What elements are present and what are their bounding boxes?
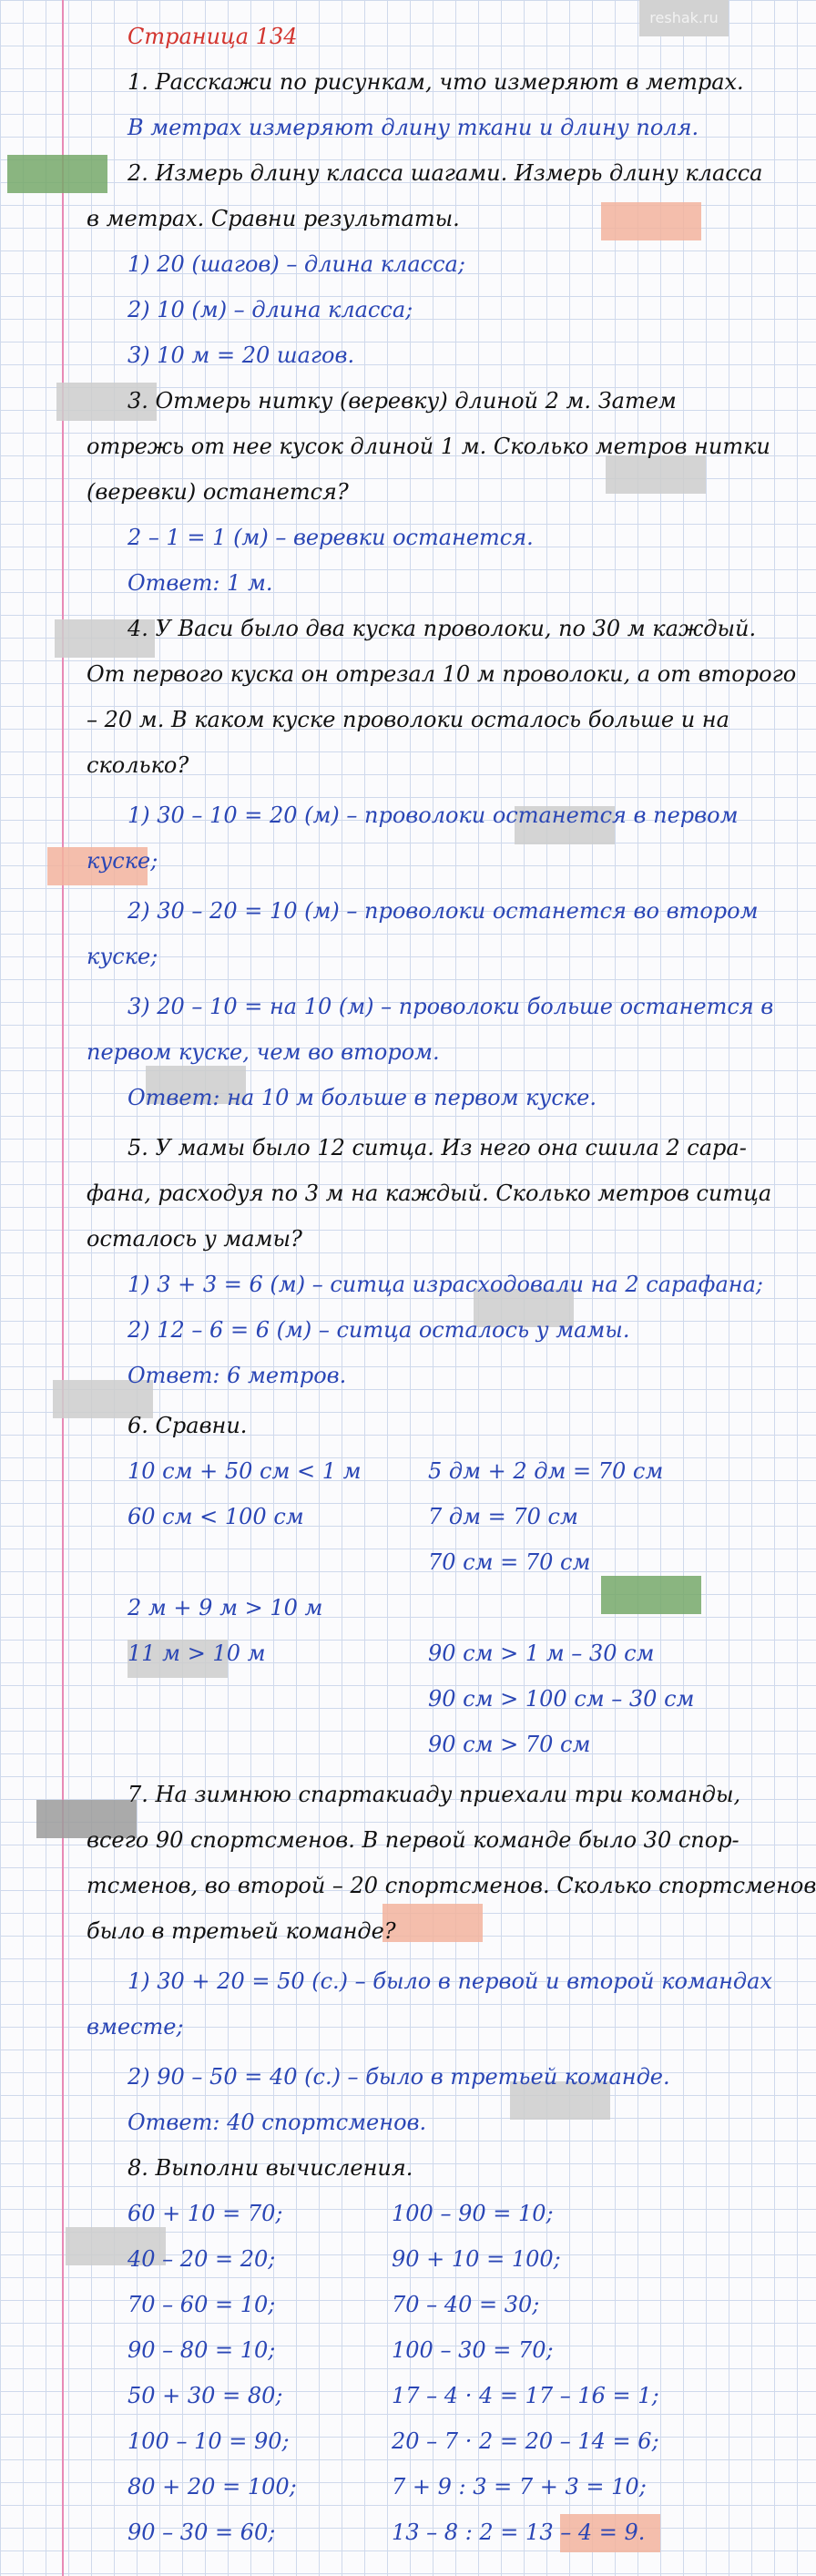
answer-text-line: 90 см > 70 см [428, 1732, 591, 1757]
watermark: reshak.ru [639, 0, 729, 36]
answer-text-line: 90 см > 1 м – 30 см [428, 1641, 655, 1666]
task-text-line: всего 90 спортсменов. В первой команде было 30 спор- [87, 1827, 740, 1853]
task-text-line: От первого куска он отрезал 10 м проволоки, а от второго [87, 661, 797, 687]
task-text-line: 1. Расскажи по рисункам, что измеряют в метрах. [128, 69, 744, 95]
answer-text-line: 100 – 30 = 70; [392, 2337, 554, 2363]
answer-text-line: 11 м > 10 м [128, 1641, 266, 1666]
watermark-stamp [7, 155, 107, 193]
watermark-stamp [382, 1904, 483, 1942]
task-text-line: сколько? [87, 752, 189, 778]
task-text-line: 2. Измерь длину класса шагами. Измерь длину класса [128, 160, 763, 186]
answer-text-line: первом куске, чем во втором. [87, 1039, 440, 1065]
task-text-line: (веревки) останется? [87, 479, 349, 505]
answer-text-line: 2 м + 9 м > 10 м [128, 1595, 323, 1620]
answer-text-line: 70 см = 70 см [428, 1549, 591, 1575]
answer-text-line: 70 – 60 = 10; [128, 2292, 276, 2317]
task-text-line: 3. Отмерь нитку (веревку) длиной 2 м. Затем [128, 388, 677, 414]
answer-text-line: вместе; [87, 2014, 184, 2039]
task-text-line: 5. У мамы было 12 ситца. Из него она сшила 2 сара- [128, 1135, 747, 1160]
answer-text-line: 90 – 80 = 10; [128, 2337, 276, 2363]
task-text-line: в метрах. Сравни результаты. [87, 206, 460, 231]
task-text-line: было в третьей команде? [87, 1918, 396, 1944]
answer-text-line: 90 – 30 = 60; [128, 2520, 276, 2545]
answer-text-line: 1) 30 + 20 = 50 (с.) – было в первой и второй командах [128, 1968, 772, 1994]
answer-text-line: куске; [87, 944, 158, 969]
answer-text-line: 7 + 9 : 3 = 7 + 3 = 10; [392, 2474, 647, 2499]
answer-text-line: 2) 30 – 20 = 10 (м) – проволоки останется во втором [128, 898, 759, 924]
task-text-line: фана, расходуя по 3 м на каждый. Сколько метров ситца [87, 1181, 772, 1206]
answer-text-line: 60 + 10 = 70; [128, 2201, 283, 2226]
page-title: Страница 134 [128, 24, 298, 49]
answer-text-line: куске; [87, 848, 158, 874]
answer-text-line: 100 – 90 = 10; [392, 2201, 554, 2226]
task-text-line: 4. У Васи было два куска проволоки, по 30 м каждый. [128, 616, 757, 641]
answer-text-line: Ответ: 6 метров. [128, 1363, 347, 1388]
answer-text-line: 3) 10 м = 20 шагов. [128, 342, 355, 368]
watermark-stamp [601, 202, 701, 240]
answer-text-line: 50 + 30 = 80; [128, 2383, 283, 2408]
answer-text-line: 80 + 20 = 100; [128, 2474, 297, 2499]
answer-text-line: Ответ: 40 спортсменов. [128, 2110, 427, 2135]
answer-text-line: 2) 90 – 50 = 40 (с.) – было в третьей команде. [128, 2064, 670, 2090]
answer-text-line: 17 – 4 · 4 = 17 – 16 = 1; [392, 2383, 659, 2408]
answer-text-line: 70 – 40 = 30; [392, 2292, 540, 2317]
answer-text-line: 7 дм = 70 см [428, 1504, 578, 1529]
task-text-line: отрежь от нее кусок длиной 1 м. Сколько метров нитки [87, 434, 770, 459]
answer-text-line: Ответ: 1 м. [128, 570, 273, 596]
answer-text-line: 1) 20 (шагов) – длина класса; [128, 251, 465, 277]
answer-text-line: 100 – 10 = 90; [128, 2428, 290, 2454]
task-text-line: 7. На зимнюю спартакиаду приехали три команды, [128, 1782, 741, 1807]
answer-text-line: 90 см > 100 см – 30 см [428, 1686, 695, 1712]
answer-text-line: 3) 20 – 10 = на 10 (м) – проволоки больше останется в [128, 994, 774, 1019]
task-text-line: 6. Сравни. [128, 1413, 248, 1438]
task-text-line: 8. Выполни вычисления. [128, 2155, 413, 2181]
answer-text-line: 40 – 20 = 20; [128, 2246, 276, 2272]
answer-text-line: 13 – 8 : 2 = 13 – 4 = 9. [392, 2520, 646, 2545]
answer-text-line: 5 дм + 2 дм = 70 см [428, 1458, 664, 1484]
answer-text-line: 10 см + 50 см < 1 м [128, 1458, 362, 1484]
answer-text-line: Ответ: на 10 м больше в первом куске. [128, 1085, 597, 1110]
task-text-line: – 20 м. В каком куске проволоки осталось больше и на [87, 707, 729, 732]
answer-text-line: 1) 30 – 10 = 20 (м) – проволоки останется в первом [128, 802, 739, 828]
answer-text-line: 2 – 1 = 1 (м) – веревки останется. [128, 525, 534, 550]
task-text-line: осталось у мамы? [87, 1226, 302, 1252]
answer-text-line: 60 см < 100 см [128, 1504, 304, 1529]
answer-text-line: 90 + 10 = 100; [392, 2246, 561, 2272]
answer-text-line: 20 – 7 · 2 = 20 – 14 = 6; [392, 2428, 659, 2454]
task-text-line: тсменов, во второй – 20 спортсменов. Сколько спортсменов [87, 1873, 816, 1898]
answer-text-line: В метрах измеряют длину ткани и длину поля. [128, 115, 699, 140]
watermark-stamp [601, 1576, 701, 1614]
answer-text-line: 1) 3 + 3 = 6 (м) – ситца израсходовали на 2 сарафана; [128, 1272, 763, 1297]
answer-text-line: 2) 12 – 6 = 6 (м) – ситца осталось у мамы. [128, 1317, 630, 1343]
answer-text-line: 2) 10 (м) – длина класса; [128, 297, 413, 322]
